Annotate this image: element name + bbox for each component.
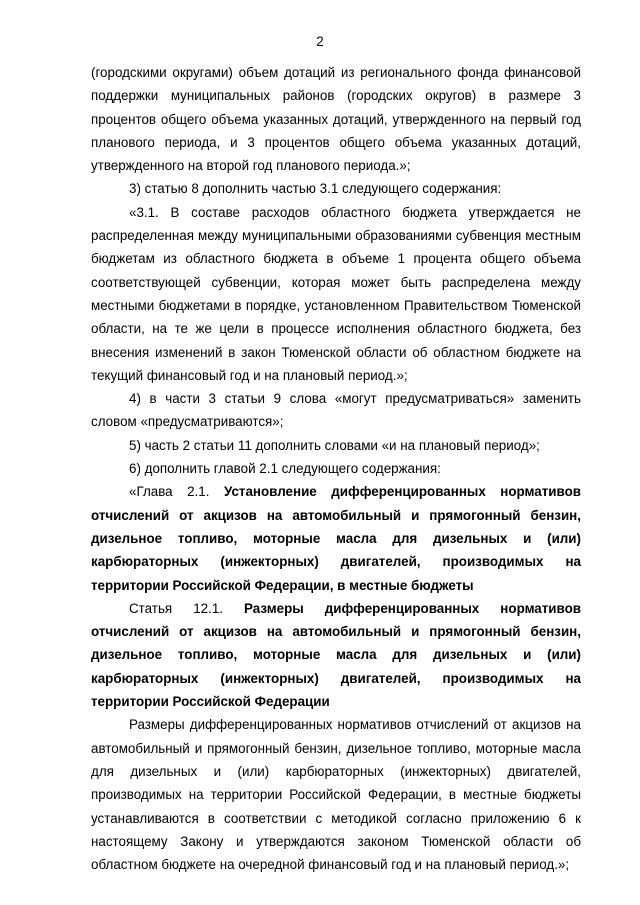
paragraph-article-text: Размеры дифференцированных нормативов отчислений от акцизов на автомобильный и прямогонный бензин, дизельное топливо, моторные масла для дизельных и (или) карбюраторных (инжекторных) двигателей, производимых на территории Российской Федерации, в местные бюджеты устанавливаются в соответствии с методикой согласно приложению 6 к настоящему Закону и утверждаются законом Тюменской области об областном бюджете на очередной финансовый год и на плановый период.»; — [91, 717, 581, 873]
paragraph-continuation: (городскими округами) объем дотаций из регионального фонда финансовой поддержки муниципальных районов (городских округов) в размере 3 процентов общего объема указанных дотаций, утвержденного на первый год планового периода, и 3 процентов общего объема указанных дотаций, утвержденного на второй год планового периода.»; — [91, 65, 581, 174]
chapter-heading-prefix: «Глава 2.1. — [129, 484, 224, 500]
paragraph-item-4: 4) в части 3 статьи 9 слова «могут предусматриваться» заменить словом «предусматриваются»; — [91, 391, 581, 430]
chapter-heading — [91, 480, 581, 596]
article-heading — [91, 597, 581, 713]
page-number: 2 — [316, 34, 324, 49]
chapter-heading-title: Установление дифференцированных нормативов отчислений от акцизов на автомобильный и прямогонный бензин, дизельное топливо, моторные масла для дизельных и (или) карбюраторных (инжекторных) двигателей, производимых на территории Российской Федерации, в местные бюджеты — [91, 484, 581, 593]
paragraph-part-3-1: «3.1. В составе расходов областного бюджета утверждается не распределенная между муниципальными образованиями субвенция местным бюджетам из областного бюджета в объеме 1 процента общего объема соответствующей субвенции, которая может быть распределена между местными бюджетами в порядке, установленном Правительством Тюменской области, на те же цели в процессе исполнения областного бюджета, без внесения изменений в закон Тюменской области об областном бюджете на текущий финансовый год и на плановый период.»; — [91, 204, 581, 383]
document-body — [91, 61, 581, 876]
article-heading-title: Размеры дифференцированных нормативов отчислений от акцизов на автомобильный и прямогонный бензин, дизельное топливо, моторные масла для дизельных и (или) карбюраторных (инжекторных) двигателей, производимых на территории Российской Федерации — [91, 600, 581, 710]
paragraph-item-3: 3) статью 8 дополнить частью 3.1 следующего содержания: — [129, 181, 502, 197]
paragraph-item-5: 5) часть 2 статьи 11 дополнить словами «и на плановый период»; — [129, 437, 540, 453]
article-heading-prefix: Статья 12.1. — [129, 600, 245, 616]
paragraph-item-6: 6) дополнить главой 2.1 следующего содержания: — [129, 461, 441, 477]
